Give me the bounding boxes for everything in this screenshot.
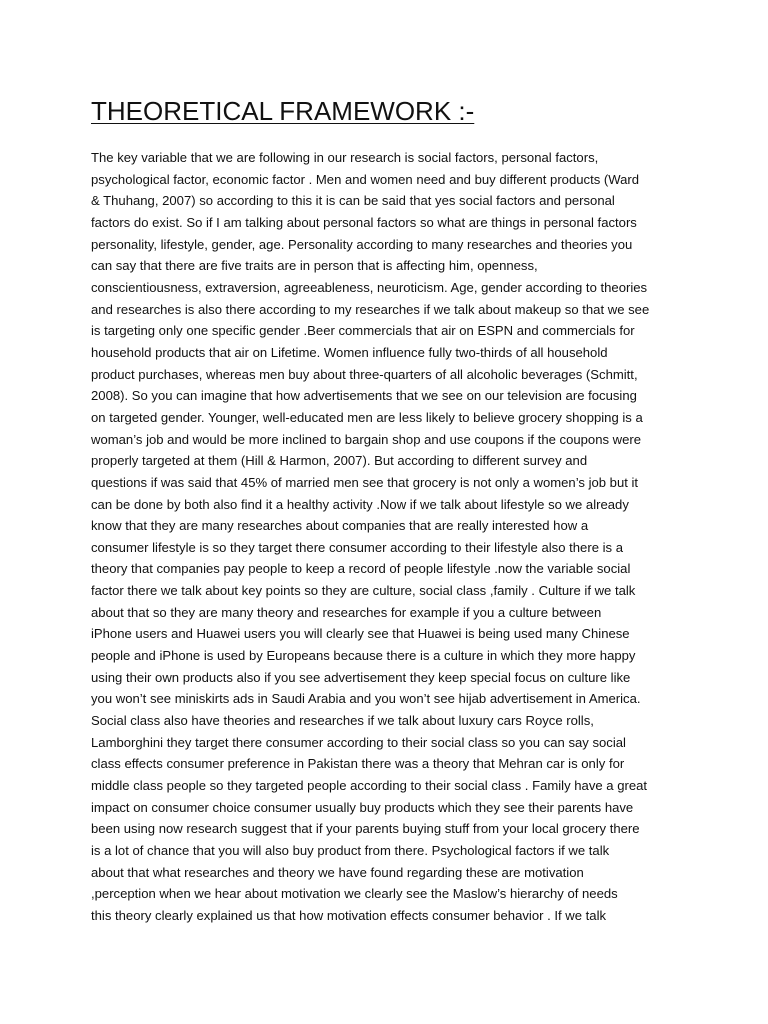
- text-line: class effects consumer preference in Pakistan there was a theory that Mehran car is only for: [91, 756, 625, 772]
- text-line: impact on consumer choice consumer usually buy products which they see their parents have: [91, 799, 634, 815]
- text-line: know that they are many researches about companies that are really interested how a: [91, 518, 589, 534]
- text-line: psychological factor, economic factor . Men and women need and buy different products (Ward: [91, 171, 640, 187]
- text-line: you won’t see miniskirts ads in Saudi Arabia and you won’t see hijab advertisement in America.: [91, 691, 641, 707]
- text-line: theory that companies pay people to keep a record of people lifestyle .now the variable social: [91, 561, 631, 577]
- text-line: this theory clearly explained us that how motivation effects consumer behavior . If we talk: [91, 907, 607, 923]
- text-line: household products that air on Lifetime. Women influence fully two-thirds of all household: [91, 344, 608, 360]
- text-line: conscientiousness, extraversion, agreeableness, neuroticism. Age, gender according to theories: [91, 279, 648, 295]
- text-line: 2008). So you can imagine that how advertisements that we see on our television are focusing: [91, 388, 637, 404]
- text-line: Lamborghini they target there consumer according to their social class so you can say social: [91, 734, 626, 750]
- text-line: consumer lifestyle is so they target there consumer according to their lifestyle also there is a: [91, 539, 623, 555]
- text-line: on targeted gender. Younger, well-educated men are less likely to believe grocery shopping is a: [91, 409, 643, 425]
- text-line: product purchases, whereas men buy about three-quarters of all alcoholic beverages (Schmitt,: [91, 366, 638, 382]
- text-line: The key variable that we are following in our research is social factors, personal factors,: [91, 150, 599, 165]
- text-line: using their own products also if you see advertisement they keep special focus on culture like: [91, 669, 631, 685]
- text-line: & Thuhang, 2007) so according to this it is can be said that yes social factors and personal: [91, 193, 615, 209]
- text-line: and researches is also there according to my researches if we talk about makeup so that we see: [91, 301, 650, 317]
- text-line: people and iPhone is used by Europeans because there is a culture in which they more happy: [91, 648, 636, 664]
- text-line: iPhone users and Huawei users you will clearly see that Huawei is being used many Chinese: [91, 626, 630, 642]
- body-paragraph: [91, 147, 691, 927]
- text-line: about that so they are many theory and researches for example if you a culture between: [91, 604, 602, 620]
- text-line: middle class people so they targeted people according to their social class . Family have a great: [91, 778, 648, 794]
- text-line: factors do exist. So if I am talking about personal factors so what are things in personal factors: [91, 214, 637, 230]
- text-line: questions if was said that 45% of married men see that grocery is not only a women’s job but it: [91, 474, 639, 490]
- text-line: is targeting only one specific gender .Beer commercials that air on ESPN and commercials for: [91, 323, 635, 339]
- text-line: personality, lifestyle, gender, age. Personality according to many researches and theories you: [91, 236, 633, 252]
- text-line: properly targeted at them (Hill & Harmon, 2007). But according to different survey and: [91, 453, 588, 469]
- text-line: is a lot of chance that you will also buy product from there. Psychological factors if we talk: [91, 843, 610, 858]
- text-line: can say that there are five traits are in person that is affecting him, openness,: [91, 258, 538, 274]
- text-line: ,perception when we hear about motivation we clearly see the Maslow’s hierarchy of needs: [91, 886, 618, 902]
- text-line: factor there we talk about key points so they are culture, social class ,family . Culture if we talk: [91, 583, 636, 599]
- text-line: woman’s job and would be more inclined to bargain shop and use coupons if the coupons were: [91, 431, 642, 447]
- section-heading: THEORETICAL FRAMEWORK :-: [91, 96, 475, 126]
- text-line: been using now research suggest that if your parents buying stuff from your local grocery there: [91, 821, 640, 837]
- text-line: about that what researches and theory we have found regarding these are motivation: [91, 864, 584, 880]
- text-line: Social class also have theories and researches if we talk about luxury cars Royce rolls,: [91, 713, 594, 729]
- text-line: can be done by both also find it a healthy activity .Now if we talk about lifestyle so we already: [91, 496, 629, 512]
